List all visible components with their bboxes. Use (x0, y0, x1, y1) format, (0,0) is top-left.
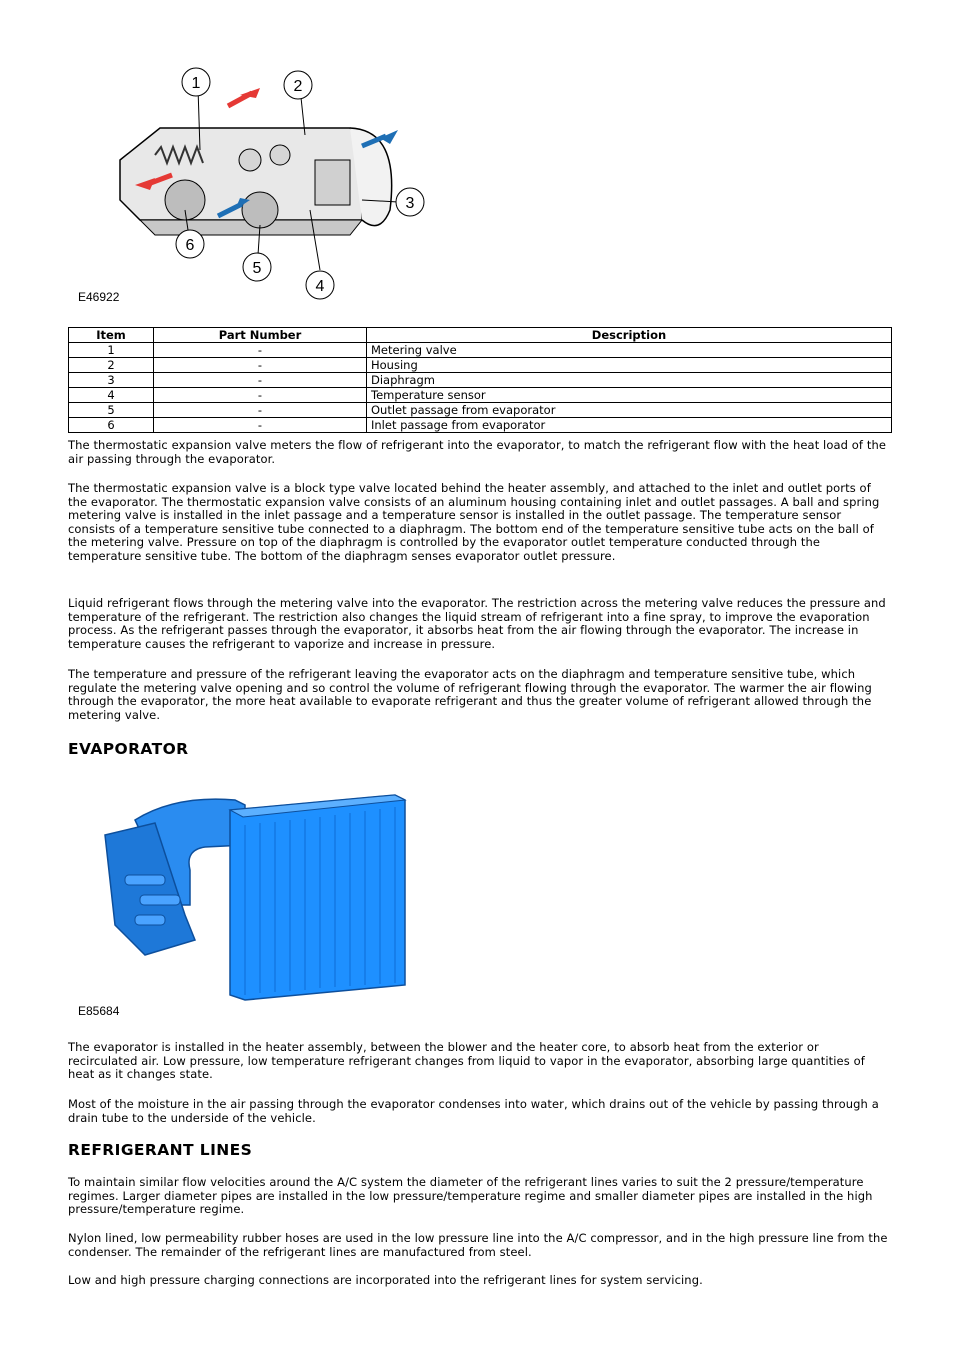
figure-code: E85684 (78, 1004, 120, 1018)
item-cell: 1 (69, 343, 154, 358)
description-cell: Temperature sensor (367, 388, 892, 403)
part-number-cell: - (154, 388, 367, 403)
description-cell: Inlet passage from evaporator (367, 418, 892, 433)
figure-code: E46922 (78, 290, 120, 304)
body-paragraph: The thermostatic expansion valve meters the flow of refrigerant into the evaporator, to match the refrigerant flow with the heat load of the air passing through the evaporator. (68, 438, 887, 466)
part-number-cell: - (154, 403, 367, 418)
callout-4: 4 (315, 278, 325, 295)
part-number-cell: - (154, 373, 367, 388)
table-row (69, 358, 892, 373)
description-cell: Metering valve (367, 343, 892, 358)
column-header: Item (69, 328, 154, 343)
description-cell: Diaphragm (367, 373, 892, 388)
callout-5: 5 (252, 260, 262, 277)
body-paragraph: The temperature and pressure of the refrigerant leaving the evaporator acts on the diaphragm and temperature sensitive tube, which regulate the metering valve opening and so control the volume of refrigerant flowing through the evaporator. The warmer the air flowing through the evaporator, the more heat available to evaporate refrigerant and thus the greater volume of refrigerant allowed through the metering valve. (68, 667, 872, 722)
body-paragraph: Nylon lined, low permeability rubber hoses are used in the low pressure line into the A/C compressor, and in the high pressure line from the condenser. The remainder of the refrigerant lines are manufactured from steel. (68, 1231, 888, 1259)
description-cell: Outlet passage from evaporator (367, 403, 892, 418)
parts-table (68, 327, 892, 433)
callout-2: 2 (293, 78, 303, 95)
table-row (69, 418, 892, 433)
column-header: Part Number (154, 328, 367, 343)
expansion-valve-diagram (100, 60, 440, 310)
part-number-cell: - (154, 358, 367, 373)
callout-1: 1 (191, 75, 201, 92)
body-paragraph: Most of the moisture in the air passing through the evaporator condenses into water, which drains out of the vehicle by passing through a drain tube to the underside of the vehicle. (68, 1097, 879, 1125)
table-row (69, 403, 892, 418)
table-row (69, 373, 892, 388)
item-cell: 6 (69, 418, 154, 433)
body-paragraph: The thermostatic expansion valve is a block type valve located behind the heater assembly, and attached to the inlet and outlet ports of the evaporator. The thermostatic expansion valve consists of an aluminum housing containing inlet and outlet passages. A ball and spring metering valve is installed in the inlet passage and a temperature sensor is installed in the outlet passage. The temperature sensor consists of a temperature sensitive tube connected to a diaphragm. The bottom end of the temperature sensitive tube acts on the ball of the metering valve. Pressure on top of the diaphragm is controlled by the evaporator outlet temperature conducted through the temperature sensitive tube. The bottom of the diaphragm senses evaporator outlet pressure. (68, 481, 880, 563)
item-cell: 5 (69, 403, 154, 418)
callout-6: 6 (185, 237, 195, 254)
body-paragraph: Low and high pressure charging connections are incorporated into the refrigerant lines for system servicing. (68, 1273, 703, 1287)
description-cell: Housing (367, 358, 892, 373)
item-cell: 3 (69, 373, 154, 388)
callout-3: 3 (405, 195, 415, 212)
table-row (69, 343, 892, 358)
body-paragraph: To maintain similar flow velocities around the A/C system the diameter of the refrigerant lines varies to suit the 2 pressure/temperature regimes. Larger diameter pipes are installed in the low pressure/temperature regime and smaller diameter pipes are installed in the high pressure/temperature regime. (68, 1175, 873, 1216)
table-header-row (69, 328, 892, 343)
body-paragraph: Liquid refrigerant flows through the metering valve into the evaporator. The restriction across the metering valve reduces the pressure and temperature of the refrigerant. The restriction also changes the liquid stream of refrigerant into a fine spray, to improve the evaporation process. As the refrigerant passes through the evaporator, it absorbs heat from the air flowing through the evaporator. The increase in temperature causes the refrigerant to vaporize and increase in pressure. (68, 596, 886, 651)
table-row (69, 388, 892, 403)
item-cell: 2 (69, 358, 154, 373)
section-heading-evaporator: EVAPORATOR (68, 740, 189, 758)
section-heading-refrigerant-lines: REFRIGERANT LINES (68, 1141, 253, 1159)
column-header: Description (367, 328, 892, 343)
body-paragraph: The evaporator is installed in the heater assembly, between the blower and the heater core, to absorb heat from the exterior or recirculated air. Low pressure, low temperature refrigerant changes from liquid to vapor in the evaporator, absorbing large quantities of heat as it changes state. (68, 1040, 865, 1081)
evaporator-image (95, 775, 425, 1015)
part-number-cell: - (154, 418, 367, 433)
part-number-cell: - (154, 343, 367, 358)
item-cell: 4 (69, 388, 154, 403)
